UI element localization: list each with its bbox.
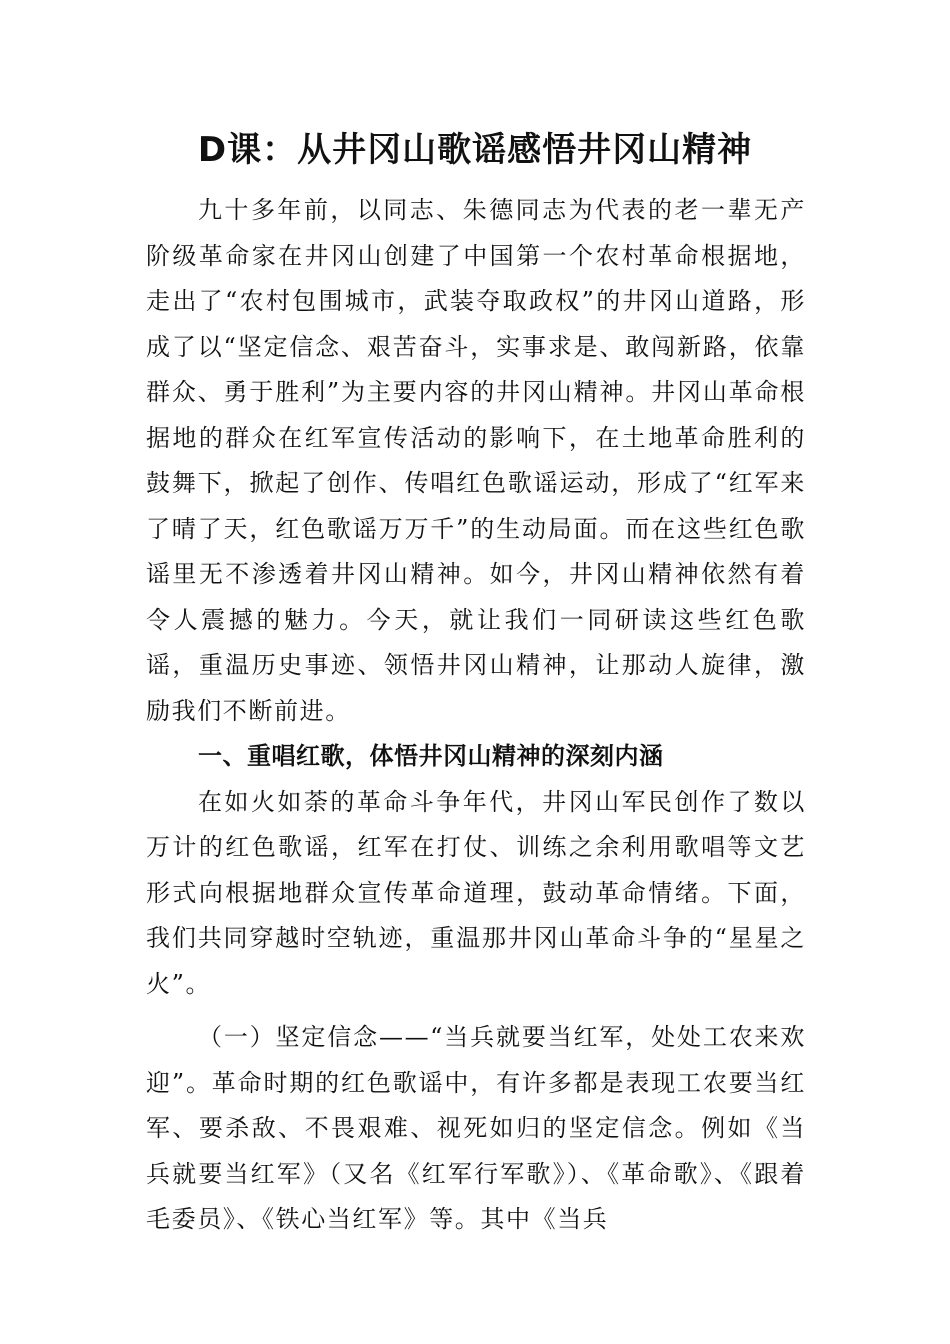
document-title: D课：从井冈山歌谣感悟井冈山精神 bbox=[197, 130, 753, 170]
intro-paragraph: 九十多年前，以同志、朱德同志为代表的老一辈无产阶级革命家在井冈山创建了中国第一个农村革命根据地，走出了“农村包围城市，武装夺取政权”的井冈山道路，形成了以“坚定信念、艰苦奋斗，实事求是、敢闯新路，依靠群众、勇于胜利”为主要内容的井冈山精神。井冈山革命根据地的群众在红军宣传活动的影响下，在土地革命胜利的鼓舞下，掀起了创作、传唱红色歌谣运动，形成了“红军来了晴了天，红色歌谣万万千”的生动局面。而在这些红色歌谣里无不渗透着井冈山精神。如今，井冈山精神依然有着令人震撼的魅力。今天，就让我们一同研读这些红色歌谣，重温历史事迹、领悟井冈山精神，让那动人旋律，激励我们不断前进。 bbox=[146, 196, 806, 725]
section-heading: 一、重唱红歌，体悟井冈山精神的深刻内涵 bbox=[198, 742, 664, 770]
subsection-paragraph: （一）坚定信念——“当兵就要当红军，处处工农来欢迎”。革命时期的红色歌谣中，有许多都是表现工农要当红军、要杀敌、不畏艰难、视死如归的坚定信念。例如《当兵就要当红军》（又名《红军行军歌》）、《革命歌》、《跟着毛委员》、《铁心当红军》等。其中《当兵 bbox=[146, 1023, 806, 1233]
document-body bbox=[146, 188, 806, 1243]
section-paragraph: 在如火如荼的革命斗争年代，井冈山军民创作了数以万计的红色歌谣，红军在打仗、训练之余利用歌唱等文艺形式向根据地群众宣传革命道理，鼓动革命情绪。下面，我们共同穿越时空轨迹，重温那井冈山革命斗争的“星星之火”。 bbox=[146, 787, 806, 998]
paragraph-spacer bbox=[146, 1007, 806, 1015]
